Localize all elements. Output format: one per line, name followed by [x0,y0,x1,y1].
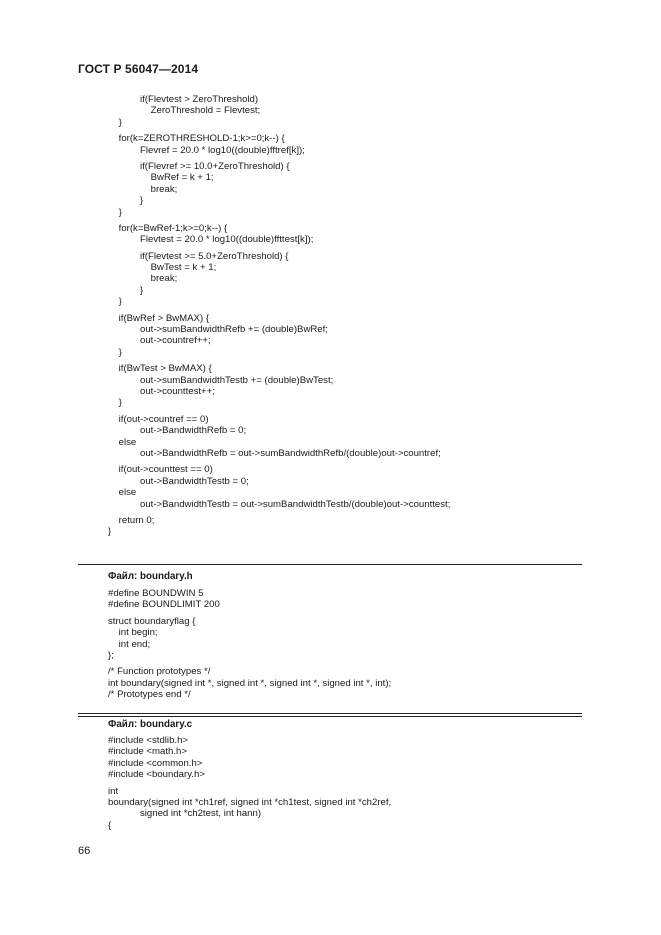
code-line: } [108,195,144,207]
code-line: if(Flevref >= 10.0+ZeroThreshold) { [108,160,290,172]
code-line: } [108,296,122,308]
code-line: } [108,206,122,218]
code-line: BwTest = k + 1; [108,262,217,274]
code-line: if(BwTest > BwMAX) { [108,363,212,375]
code-line: #include <math.h> [108,746,187,758]
code-line: else [108,436,137,448]
code-line: /* Prototypes end */ [108,689,191,701]
code-line: int end; [108,638,151,650]
code-line: int boundary(signed int *, signed int *, signed int *, signed int *, int); [108,677,392,689]
page-number: 66 [78,845,91,857]
file-title-boundary-c: Файл: boundary.c [108,719,193,730]
section-divider-double-bottom [78,716,582,717]
code-line: break; [108,183,178,195]
code-line: if(out->countref == 0) [108,413,209,425]
document-standard-header: ГОСТ Р 56047—2014 [78,62,199,76]
code-line: #include <stdlib.h> [108,735,189,746]
code-line: out->sumBandwidthTestb += (double)BwTest; [108,374,334,386]
code-line: out->BandwidthTestb = 0; [108,475,249,487]
code-line: out->BandwidthRefb = 0; [108,425,247,437]
code-line: return 0; [108,514,155,526]
code-block-continuation [108,94,450,538]
code-line: out->BandwidthRefb = out->sumBandwidthRefb/(double)out->countref; [108,447,441,459]
code-line: int begin; [108,627,158,639]
code-block-boundary-h [108,588,391,701]
code-line: #define BOUNDWIN 5 [108,588,204,599]
code-line: Flevtest = 20.0 * log10((double)ffttest[k]); [108,234,314,246]
file-title-boundary-h: Файл: boundary.h [108,571,193,582]
code-line: struct boundaryflag { [108,615,196,627]
code-line: /* Function prototypes */ [108,666,211,678]
code-line: boundary(signed int *ch1ref, signed int *ch1test, signed int *ch2ref, [108,796,392,808]
code-line: out->sumBandwidthRefb += (double)BwRef; [108,324,328,336]
code-line: if(Flevtest > ZeroThreshold) [108,94,259,105]
code-line: } [108,397,122,409]
code-line: break; [108,273,178,285]
code-line: }; [108,649,114,661]
code-line: else [108,487,137,499]
code-line: #define BOUNDLIMIT 200 [108,599,220,611]
code-line: BwRef = k + 1; [108,172,214,184]
code-line: { [108,819,112,831]
code-line: } [108,346,122,358]
code-line: int [108,785,119,797]
code-line: out->countref++; [108,335,211,347]
section-divider-double-top [78,713,582,714]
code-line: ZeroThreshold = Flevtest; [108,105,261,117]
code-line: out->BandwidthTestb = out->sumBandwidthTestb/(double)out->counttest; [108,498,451,510]
code-line: for(k=ZEROTHRESHOLD-1;k>=0;k--) { [108,133,285,145]
code-line: out->counttest++; [108,385,215,397]
code-line: if(BwRef > BwMAX) { [108,312,210,324]
code-line: for(k=BwRef-1;k>=0;k--) { [108,222,228,234]
code-line: if(out->counttest == 0) [108,464,213,476]
code-line: Flevref = 20.0 * log10((double)fftref[k]); [108,144,305,156]
code-line: } [108,116,122,128]
code-line: #include <boundary.h> [108,769,205,781]
code-line: signed int *ch2test, int hann) [108,808,262,820]
code-line: } [108,526,112,538]
code-line: } [108,284,144,296]
code-block-boundary-c [108,735,391,831]
section-divider [78,564,582,565]
code-line: if(Flevtest >= 5.0+ZeroThreshold) { [108,250,289,262]
code-line: #include <common.h> [108,757,203,769]
